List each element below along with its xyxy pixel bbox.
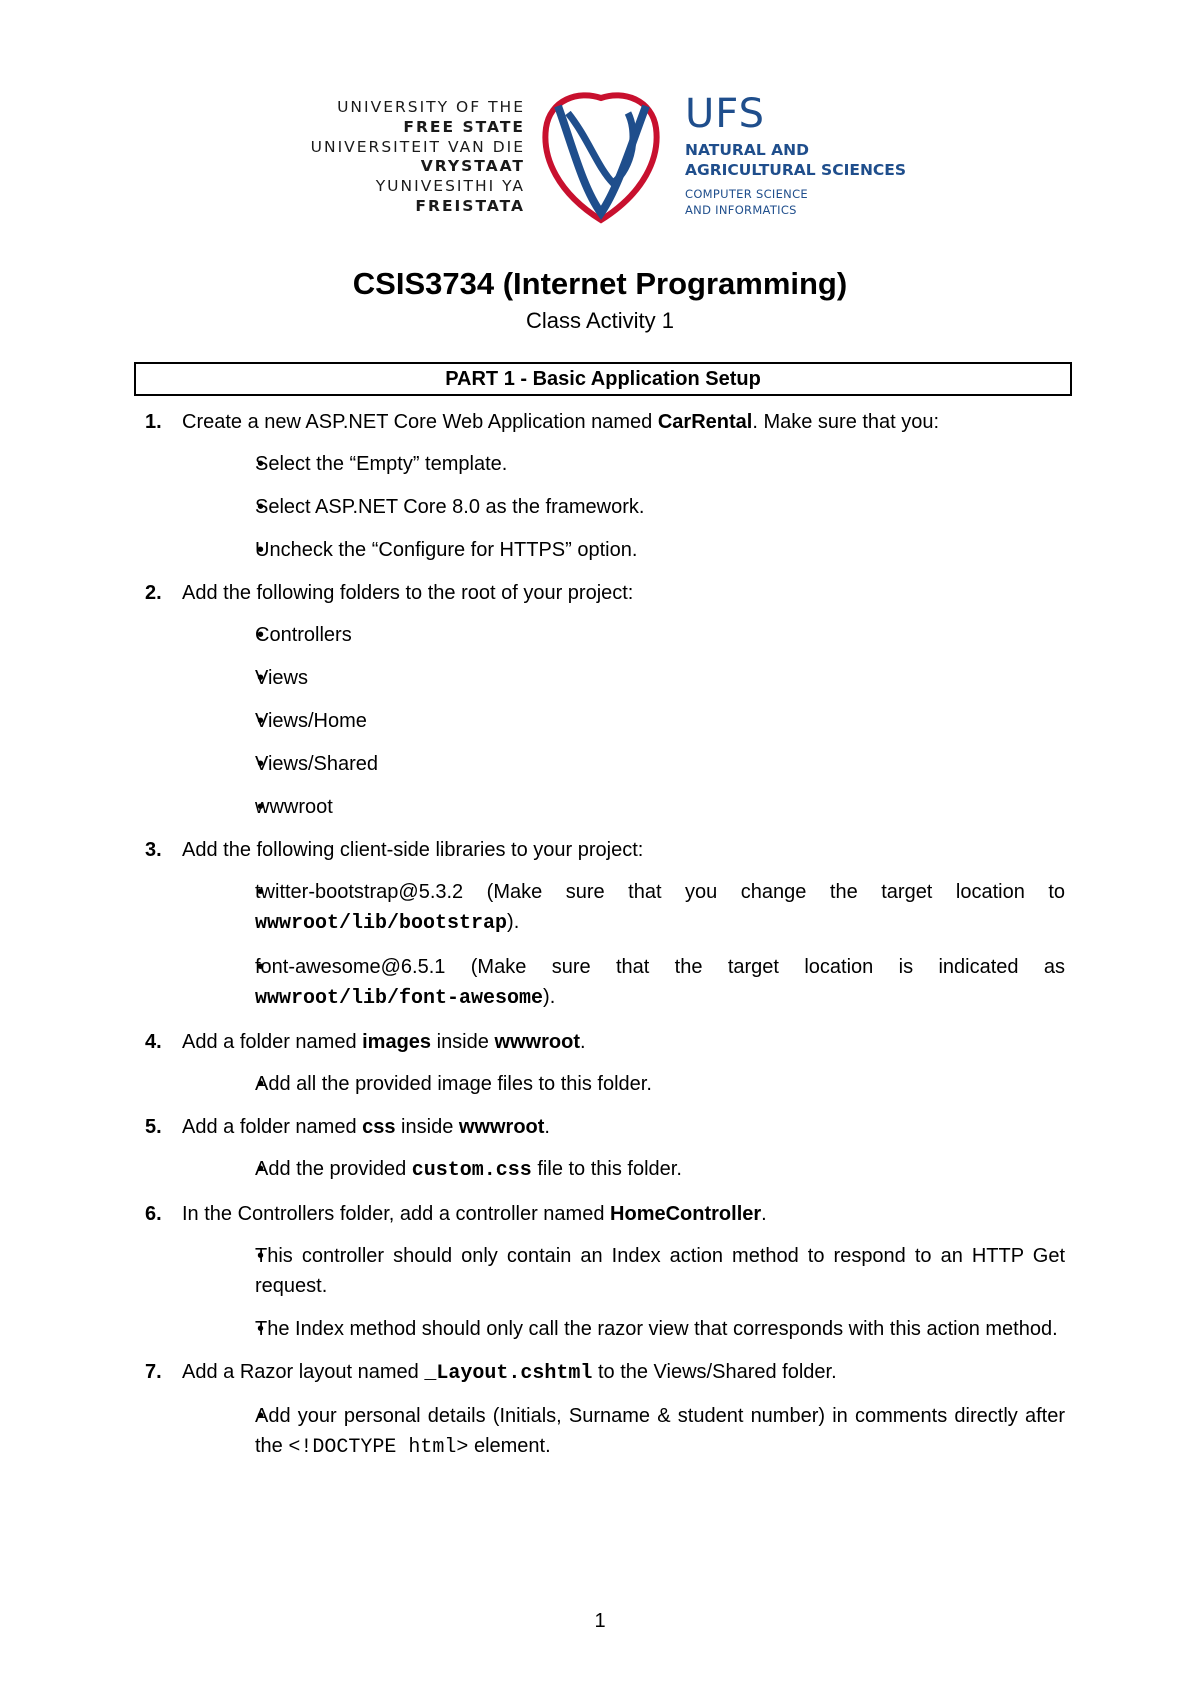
step-3-bullets [182,877,1065,1014]
step-text-bold: wwwroot [494,1031,580,1053]
step-1-bullets [182,449,1065,565]
step-number: 2. [145,582,162,604]
logo-dept-line: AND INFORMATICS [685,203,797,217]
logo-acronym: UFS [685,91,765,137]
step-number: 1. [145,411,162,433]
code-path: wwwroot/lib/font-awesome [255,987,544,1010]
step-text: . [579,1031,586,1053]
logo-faculty-line: NATURAL AND [685,141,809,159]
step-text: inside [395,1116,459,1138]
bullet-text: file to this folder. [531,1158,682,1180]
list-item: • The Index method should only call the razor view that corresponds with this action method. [182,1314,1065,1344]
list-item: • wwwroot [182,792,1065,822]
step-text: . [544,1116,550,1138]
bullet-text: Add your personal details (Initials, Surname & student number) in comments directly after the [255,1405,1065,1457]
step-text: Add the following folders to the root of your project: [182,582,634,604]
list-item [182,952,1065,1014]
step-5-bullets [182,1154,1065,1186]
bullet-text: Add the provided [255,1158,412,1180]
step-6-bullets [182,1241,1065,1344]
bullet-text: ). [543,986,556,1008]
step-text-bold: wwwroot [458,1116,545,1138]
step-text: . [761,1203,767,1225]
logo-line: UNIVERSITEIT VAN DIE [310,137,525,156]
step-number: 6. [145,1203,162,1225]
step-7 [145,1357,1065,1463]
logo-line: UNIVERSITY OF THE [337,98,525,116]
logo-faculty-line: AGRICULTURAL SCIENCES [685,161,907,179]
list-item: • Select ASP.NET Core 8.0 as the framework. [182,492,1065,522]
step-text-bold: css [362,1116,396,1138]
step-text: to the Views/Shared folder. [592,1361,837,1383]
step-text: Add a folder named [182,1116,363,1138]
step-text: . Make sure that you: [752,411,940,433]
heart-logo-icon [538,88,664,224]
step-text: Add a Razor layout named [182,1361,425,1383]
bullet-text: twitter-bootstrap@5.3.2 (Make sure that you change the target location to [255,881,1065,903]
code-doctype: <!DOCTYPE html> [288,1436,469,1459]
code-filename: custom.css [411,1159,532,1182]
page-title: CSIS3734 (Internet Programming) [352,266,848,301]
step-4 [145,1027,1065,1099]
list-item: • Views/Home [182,706,1065,736]
logo-line: FREE STATE [403,117,525,136]
step-3 [145,835,1065,1014]
code-filename: _Layout.cshtml [424,1362,593,1385]
step-1 [145,407,1065,565]
bullet-text: element. [468,1435,551,1457]
list-item: • This controller should only contain an Index action method to respond to an HTTP Get request. [182,1241,1065,1301]
step-6 [145,1199,1065,1344]
step-4-bullets [182,1069,1065,1099]
part-heading: PART 1 - Basic Application Setup [134,362,1072,396]
bullet-text: font-awesome@6.5.1 (Make sure that the target location is indicated as [255,956,1065,978]
page-number: 1 [594,1610,606,1632]
list-item: • Controllers [182,620,1065,650]
list-item: • Views/Shared [182,749,1065,779]
logo-line: YUNIVESITHI YA [375,177,525,196]
step-text: Create a new ASP.NET Core Web Application named [182,411,658,433]
step-5 [145,1112,1065,1186]
code-path: wwwroot/lib/bootstrap [255,912,508,935]
step-number: 4. [145,1031,162,1053]
step-7-bullets [182,1401,1065,1463]
logo-dept-line: COMPUTER SCIENCE [685,187,808,201]
step-text: inside [431,1031,495,1053]
step-text-bold: HomeController [610,1203,762,1225]
list-item: • Select the “Empty” template. [182,449,1065,479]
step-2-bullets [182,620,1065,822]
university-logo [300,88,920,228]
step-number: 3. [145,839,162,861]
step-text: In the Controllers folder, add a controller named [182,1203,611,1225]
step-number: 7. [145,1361,162,1383]
step-text: Add a folder named [182,1031,363,1053]
list-item [182,877,1065,939]
step-text-bold: CarRental [657,411,753,433]
logo-faculty [685,91,907,218]
list-item: • Add all the provided image files to this folder. [182,1069,1065,1099]
page-subtitle: Class Activity 1 [526,308,674,333]
list-item [182,1154,1065,1186]
step-text: Add the following client-side libraries to your project: [182,839,644,861]
logo-university-names [311,98,525,217]
logo-line: FREISTATA [415,196,525,215]
step-text-bold: images [362,1031,432,1053]
list-item: • Views [182,663,1065,693]
list-item: • Uncheck the “Configure for HTTPS” option. [182,535,1065,565]
bullet-text: ). [507,911,520,933]
instructions-list [145,407,1065,1476]
list-item [182,1401,1065,1463]
step-2 [145,578,1065,822]
step-number: 5. [145,1116,162,1138]
logo-line: VRYSTAAT [420,157,525,176]
